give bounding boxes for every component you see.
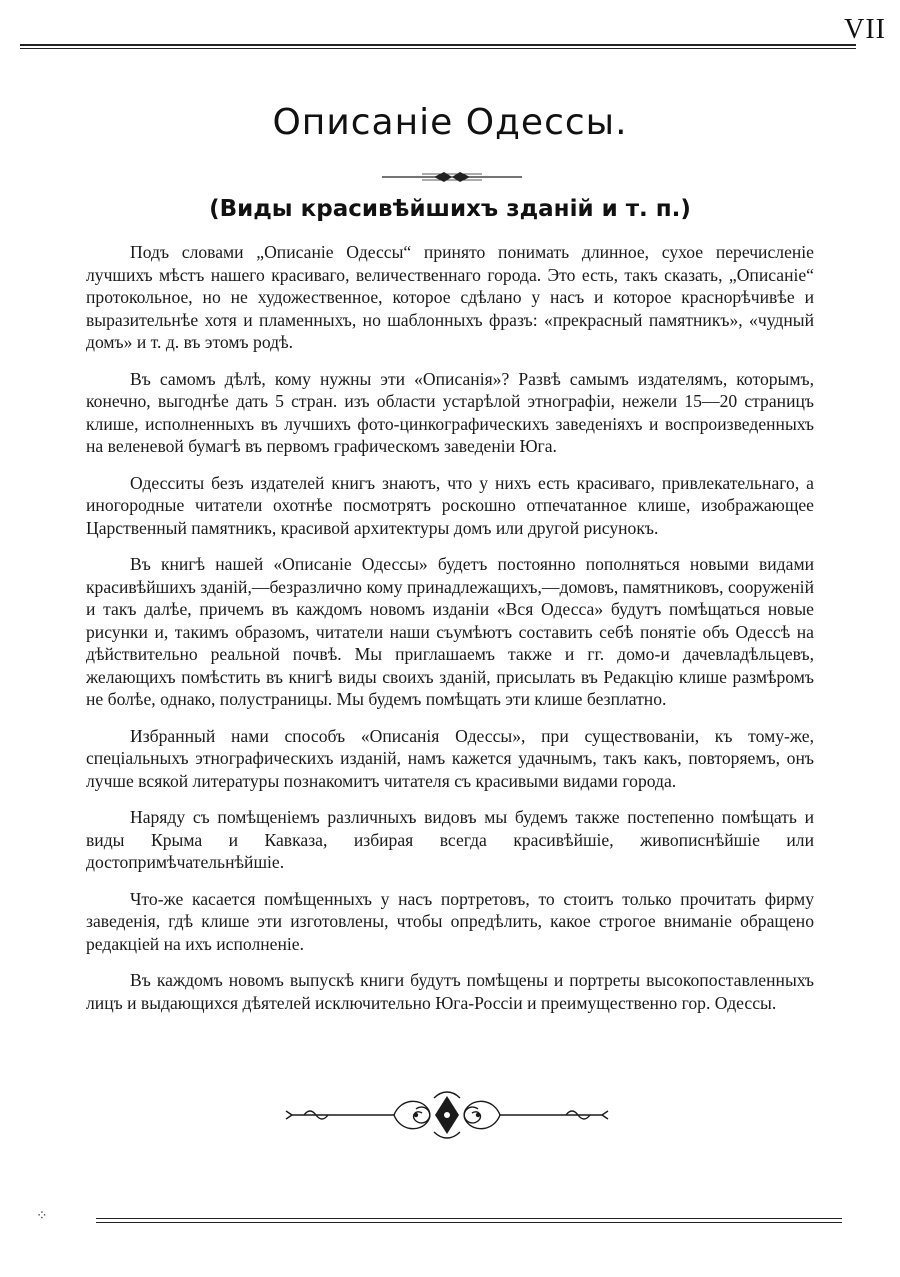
- scroll-vignette-ornament: [284, 1088, 610, 1142]
- page-subtitle: (Виды красивѣйшихъ зданій и т. п.): [209, 196, 691, 222]
- paragraph: Избранный нами способъ «Описанія Одессы», при существованіи, къ тому-же, спеціальныхъ этнографическихъ изданій, намъ кажется удачнымъ, такъ какъ, повторяемъ, онъ лучше всякой литературы познакомитъ читателя съ красивыми видами города.: [86, 725, 814, 791]
- page-number: VII: [844, 14, 886, 45]
- paragraph: Въ каждомъ новомъ выпускѣ книги будутъ помѣщены и портреты высокопоставленныхъ лицъ и выдающихся дѣятелей исключительно Юга-Россіи и преимущественно гор. Одессы.: [86, 970, 814, 1013]
- margin-mark-icon: ⁘: [36, 1209, 48, 1224]
- paragraph: Наряду съ помѣщеніемъ различныхъ видовъ мы будемъ также постепенно помѣщать и виды Крыма и Кавказа, избирая всегда красивѣйшіе, живописнѣйшіе или достопримѣчательнѣйшіе.: [86, 807, 814, 872]
- title-divider-ornament: [382, 170, 522, 184]
- paragraph: Въ самомъ дѣлѣ, кому нужны эти «Описанія»? Развѣ самымъ издателямъ, которымъ, конечно, выгоднѣе дать 5 стран. изъ области устарѣлой этнографіи, нежели 15—20 страницъ клише, исполненныхъ въ лучшихъ фото-цинкографическихъ заведеніяхъ и воспроизведенныхъ на веленевой бумагѣ въ первомъ графическомъ заведеніи Юга.: [86, 368, 814, 456]
- paragraph: Въ книгѣ нашей «Описаніе Одессы» будетъ постоянно пополняться новыми видами красивѣйшихъ зданій,—безразлично кому принадлежащихъ,—домовъ, памятниковъ, сооруженій и такъ далѣе, причемъ въ каждомъ новомъ изданіи «Вся Одесса» будутъ помѣщаться новые рисунки и, такимъ образомъ, читатели наши съумѣютъ составить себѣ понятіе объ Одессѣ на дѣйствительно реальной почвѣ. Мы приглашаемъ также и гг. домо-и дачевладѣльцевъ, желающихъ помѣстить въ книгѣ виды своихъ зданій, присылать въ Редакцію клише размѣромъ не болѣе, однако, полустраницы. Мы будемъ помѣщать эти клише безплатно.: [86, 554, 814, 709]
- paragraph: Подъ словами „Описаніе Одессы“ принято понимать длинное, сухое перечисленіе лучшихъ мѣстъ нашего красиваго, величественнаго города. Это есть, такъ сказать, „Описаніе“ протокольное, но не художественное, которое сдѣлано у насъ и которое краснорѣчивѣе и выразительнѣе хотя и пламенныхъ, но шаблонныхъ фразъ: «прекрасный памятникъ», «чудный домъ» и т. д. въ этомъ родѣ.: [86, 242, 814, 352]
- paragraph: Одесситы безъ издателей книгъ знаютъ, что у нихъ есть красиваго, привлекательнаго, а иногородные читатели охотнѣе посмотрятъ роскошно отпечатанное клише, изображающее Царственный памятникъ, красивой архитектуры домъ или другой рисунокъ.: [86, 472, 814, 538]
- top-double-rule: [20, 44, 856, 46]
- paragraph: Что-же касается помѣщенныхъ у насъ портретовъ, то стоитъ только прочитать фирму заведенія, гдѣ клише эти изготовлены, чтобы опредѣлить, какое строгое вниманіе обращено редакціей на ихъ исполненіе.: [86, 888, 814, 954]
- bottom-double-rule: [96, 1218, 842, 1219]
- article-body: [86, 241, 814, 1028]
- page-title: Описаніе Одессы.: [272, 102, 628, 143]
